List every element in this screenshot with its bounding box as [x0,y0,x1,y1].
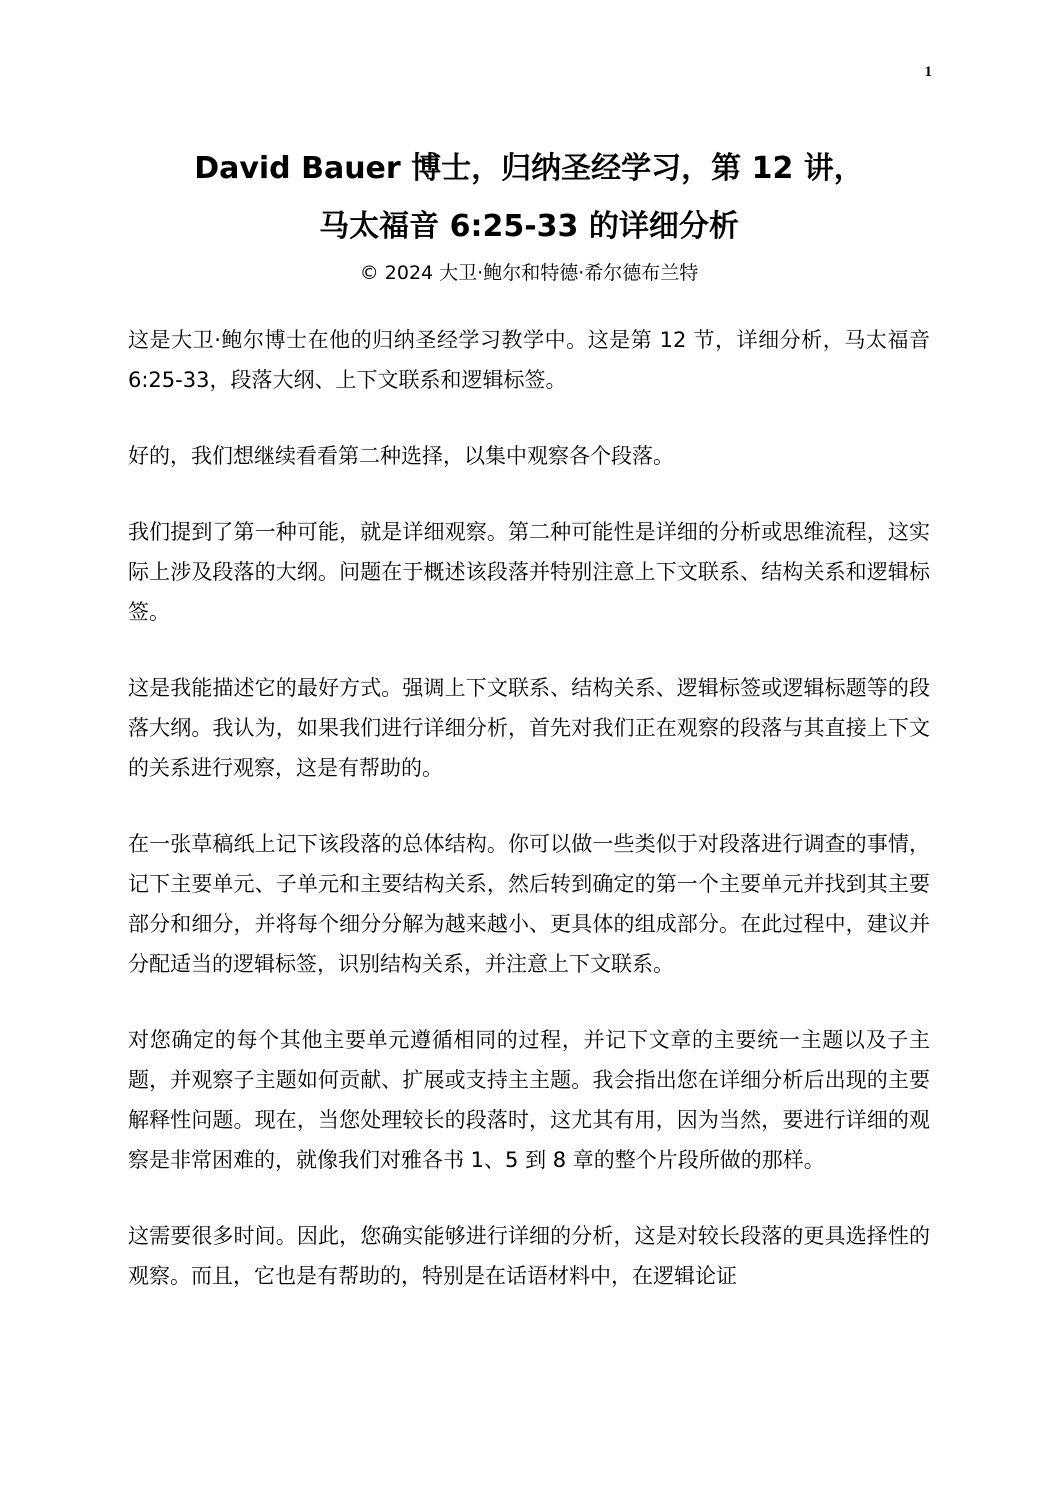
paragraph: 这是我能描述它的最好方式。强调上下文联系、结构关系、逻辑标签或逻辑标题等的段落大纲。我认为，如果我们进行详细分析，首先对我们正在观察的段落与其直接上下文的关系进行观察，这是有帮助的。 [128,676,930,780]
paragraph: 这需要很多时间。因此，您确实能够进行详细的分析，这是对较长段落的更具选择性的观察。而且，它也是有帮助的，特别是在话语材料中，在逻辑论证 [128,1224,930,1288]
document-body [128,320,930,1332]
document-title-line-2: 马太福音 6:25-33 的详细分析 [319,209,739,244]
copyright-notice: © 2024 大卫·鲍尔和特德·希尔德布兰特 [359,262,699,284]
page-number: 1 [924,64,932,80]
paragraph: 对您确定的每个其他主要单元遵循相同的过程，并记下文章的主要统一主题以及子主题，并观察子主题如何贡献、扩展或支持主主题。我会指出您在详细分析后出现的主要解释性问题。现在，当您处理较长的段落时，这尤其有用，因为当然，要进行详细的观察是非常困难的，就像我们对雅各书 1、5 到 8 章的整个片段所做的那样。 [128,1028,930,1172]
paragraph: 我们提到了第一种可能，就是详细观察。第二种可能性是详细的分析或思维流程，这实际上涉及段落的大纲。问题在于概述该段落并特别注意上下文联系、结构关系和逻辑标签。 [128,520,930,624]
paragraph: 这是大卫·鲍尔博士在他的归纳圣经学习教学中。这是第 12 节，详细分析，马太福音 6:25-33，段落大纲、上下文联系和逻辑标签。 [128,328,930,392]
paragraph: 好的，我们想继续看看第二种选择，以集中观察各个段落。 [128,444,674,468]
paragraph: 在一张草稿纸上记下该段落的总体结构。你可以做一些类似于对段落进行调查的事情，记下主要单元、子单元和主要结构关系，然后转到确定的第一个主要单元并找到其主要部分和细分，并将每个细分分解为越来越小、更具体的组成部分。在此过程中，建议并分配适当的逻辑标签，识别结构关系，并注意上下文联系。 [128,832,930,976]
title-block [100,140,958,288]
document-title-line-1: David Bauer 博士，归纳圣经学习，第 12 讲， [194,151,864,186]
